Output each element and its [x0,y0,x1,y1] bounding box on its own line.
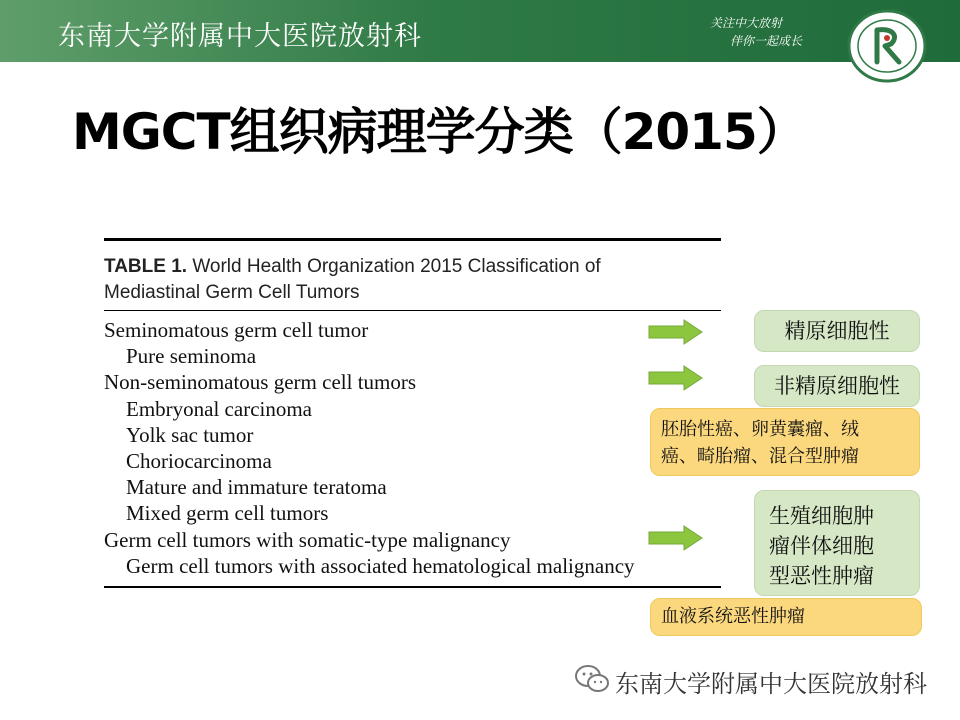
slogan-line-2: 伴你一起成长 [730,34,803,48]
subtypes-line-1: 胚胎性癌、卵黄囊瘤、绒 [661,419,859,440]
table-caption-text: World Health Organization 2015 Classification of [192,256,601,277]
watermark-text: 东南大学附属中大医院放射科 [615,670,927,698]
table-row: Mixed germ cell tumors [126,501,329,526]
table-top-rule [104,238,721,241]
slide-title: MGCT组织病理学分类（2015） [72,103,806,161]
table-row: Embryonal carcinoma [126,396,313,421]
table-rows [104,318,721,580]
label-nonseminoma-subtypes [650,408,920,476]
table-row: Non-seminomatous germ cell tumors [104,370,417,395]
classification-table [104,238,721,590]
arrow-right-icon [648,319,703,345]
table-caption-label: TABLE 1. [104,256,188,277]
table-header-rule [104,310,721,311]
header-title: 东南大学附属中大医院放射科 [58,21,422,52]
label-somatic-malignancy [754,490,920,596]
table-row: Seminomatous germ cell tumor [104,318,369,342]
table-caption [104,254,601,306]
somatic-line-1: 生殖细胞肿 [769,504,874,528]
arrow-right-icon [648,525,703,551]
table-bottom-rule [104,586,721,588]
table-row: Yolk sac tumor [126,422,254,447]
table-row: Choriocarcinoma [126,448,272,473]
label-non-seminomatous: 非精原细胞性 [754,365,920,407]
table-row: Mature and immature teratoma [126,475,387,500]
label-hematological: 血液系统恶性肿瘤 [650,598,922,636]
somatic-line-3: 型恶性肿瘤 [769,564,874,588]
table-row: Germ cell tumors with associated hematological malignancy [126,553,635,578]
header-slogan [710,14,802,50]
hospital-logo [845,8,929,84]
wechat-icon [574,664,610,694]
header-bar [0,0,960,62]
label-seminomatous: 精原细胞性 [754,310,920,352]
table-row: Pure seminoma [126,344,257,369]
subtypes-line-2: 癌、畸胎瘤、混合型肿瘤 [661,446,859,467]
arrow-right-icon [648,365,703,391]
somatic-line-2: 瘤伴体细胞 [769,534,874,558]
table-row: Germ cell tumors with somatic-type malignancy [104,527,511,552]
slogan-line-1: 关注中大放射 [710,16,783,30]
table-caption-line2: Mediastinal Germ Cell Tumors [104,282,360,303]
